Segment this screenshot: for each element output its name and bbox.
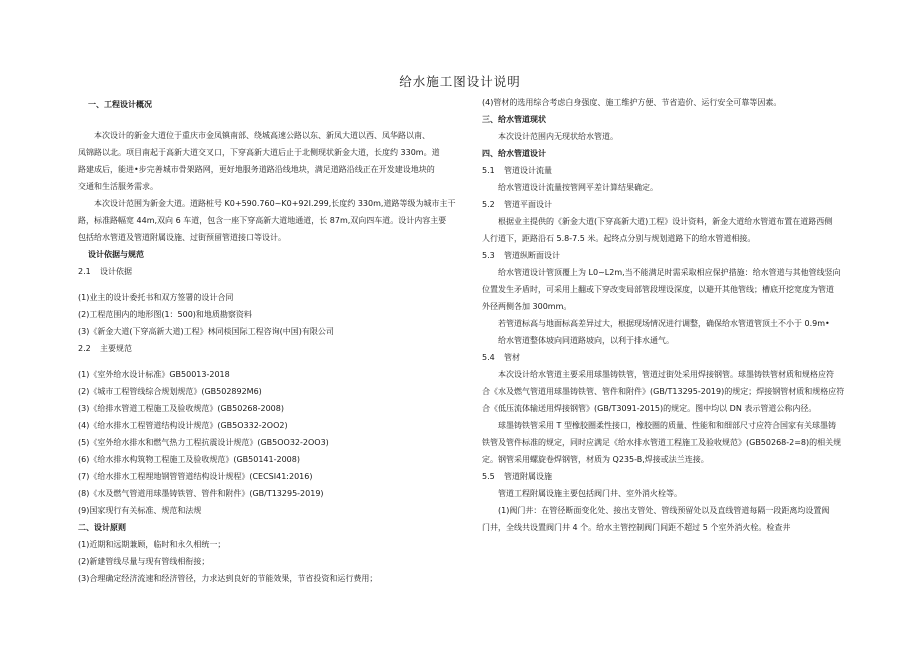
subsection-number: 2.2	[78, 344, 91, 353]
spec-item-9: (9)国家现行有关标准、规范和法规	[78, 506, 202, 515]
subsection-5-3-line-3: 外径两侧各加 300mm。	[482, 302, 572, 311]
left-column	[78, 96, 470, 587]
section-3-heading: 三、给水管道现状	[482, 115, 546, 124]
subsection-5-4-heading	[482, 349, 854, 366]
spec-item-3: (3)《给排水管道工程施工及验收规范》(GB50268-2008)	[78, 404, 284, 413]
subsection-5-1-heading	[482, 162, 854, 179]
subsection-title: 设计依据	[100, 267, 132, 276]
spec-item-7: (7)《给水排水工程埋地钢管管道结构设计规程》(CECSI41:2016)	[78, 472, 313, 481]
subsection-5-4-line-4: 球墨铸铁管采用 T 型橡胶圈柔性接口，橡胶圈的质量、性能和和细部尺寸应符合国家有关球墨铸	[498, 421, 836, 430]
subsection-number: 5.5	[482, 472, 495, 481]
spec-item-5: (5)《室外给水排水和燃气热力工程抗震设计规范》(GB5OO32-2OO3)	[78, 438, 329, 447]
section-1-paragraph-1-line-4: 交通和生活服务需求。	[78, 182, 158, 191]
subsection-5-4-line-6: 定。钢管采用螺旋卷焊钢管，材质为 Q235-B,焊接或法兰连接。	[482, 455, 709, 464]
subsection-5-2-heading	[482, 196, 854, 213]
subsection-5-4-line-1: 本次设计给水管道主要采用球墨铸铁管，管道过街处采用焊接钢管。球墨铸铁管材质和规格应符	[498, 370, 834, 379]
section-4-heading: 四、给水管道设计	[482, 149, 546, 158]
subsection-number: 5.2	[482, 200, 495, 209]
section-2-heading: 二、设计原则	[78, 523, 126, 532]
subsection-5-3-line-4: 若管道标高与地面标高差异过大，根据现场情况进行调整，确保给水管道管顶土不小于 0.9m•	[498, 319, 830, 328]
document-title: 给水施工图设计说明	[399, 74, 521, 89]
subsection-5-5-line-1: (1)阀门井：在管径断面变化处、接出支管处、管线预留处以及直线管道每隔一段距离均设置阀	[498, 506, 830, 515]
section-1-paragraph-2-line-2: 路，标准路幅宽 44m,双向 6 车道，包含一座下穿高新大道地通道，长 87m,双向四车道。设计内容主要	[78, 216, 447, 225]
subsection-title: 管道设计流量	[504, 166, 552, 175]
section-1-heading: 一、工程设计概况	[88, 100, 152, 109]
principle-item-1: (1)近期和远期兼顾，临时和永久相统一；	[78, 540, 226, 549]
subsection-5-4-line-2: 合《水及燃气管道用球墨铸铁管、管件和附件》(GB/T13295-2019)的规定；焊接钢管材质和规格应符	[482, 387, 845, 396]
spec-item-4: (4)《给水排水工程管道结构设计规范》(GB5O332-2OO2)	[78, 421, 288, 430]
subsection-5-5-heading	[482, 468, 854, 485]
right-column	[482, 94, 854, 536]
principle-item-4: (4)管材的选用综合考虑白身强度、施工维护方便、节省造价、运行安全可靠等因素。	[482, 98, 782, 107]
section-1-paragraph-1-line-3: 路建成后，能进•步完善城市骨架路网，更好地服务道路沿线地块，满足道路沿线正在开发建设地块的	[78, 165, 435, 174]
subsection-title: 主要规范	[100, 344, 132, 353]
principle-item-3: (3)合理确定经济流速和经济管径，力求达到良好的节能效果，节省投资和运行费用；	[78, 574, 378, 583]
section-1-paragraph-1-line-2: 凤锦路以北。项目南起于高新大道交叉口，下穿高新大道后止于北侧现状新金大道，长度约 330m。道	[78, 148, 440, 157]
principle-item-2: (2)新建管线尽量与现有管线相衔接；	[78, 557, 210, 566]
subsection-5-1-paragraph: 给水管道设计流量按管网平差计算结果确定。	[498, 183, 658, 192]
subsection-5-4-line-3: 合《低压流体输送用焊接钢管》(GB/T3091-2015)的规定。图中均以 DN 表示管道公称内径。	[482, 404, 817, 413]
basis-item-3: (3)《新金大道(下穿高新大道)工程》林同棪国际工程咨询(中国)有限公司	[78, 327, 334, 336]
basis-heading: 设计依据与规范	[88, 250, 144, 259]
spec-item-8: (8)《水及燃气管道用球墨铸铁管、管件和附件》(GB/T13295-2019)	[78, 489, 324, 498]
subsection-title: 管道附属设施	[504, 472, 552, 481]
subsection-5-5-line-2: 门井，全线共设置阀门井 4 个。给水主管控制阀门间距不超过 5 个室外消火栓。检查井	[482, 523, 791, 532]
subsection-5-3-line-5: 给水管道整体坡向同道路坡向，以利于排水通气。	[498, 336, 674, 345]
subsection-number: 2.1	[78, 267, 91, 276]
subsection-number: 5.3	[482, 251, 495, 260]
subsection-5-3-heading	[482, 247, 854, 264]
subsection-2-2-heading	[78, 340, 470, 357]
subsection-5-3-line-2: 位置发生矛盾时，可采用上翻或下穿改变局部管段埋设深度，以避开其他管线；槽底开挖宽度为管道	[482, 285, 834, 294]
subsection-5-5-paragraph-1: 管道工程附属设施主要包括阀门井、室外消火栓等。	[498, 489, 682, 498]
spec-item-6: (6)《给水排水构筑物工程施工及验收规范》(GB50141-2008)	[78, 455, 300, 464]
basis-item-1: (1)业主的设计委托书和双方签署的设计合同	[78, 293, 234, 302]
spec-item-1: (1)《室外给水设计标准》GB50013-2018	[78, 370, 230, 379]
subsection-2-1-heading	[78, 263, 470, 280]
section-1-paragraph-2-line-1: 本次设计范围为新金大道。道路桩号 K0+590.760~K0+92I.299,长度约 330m,道路等级为城市主干	[94, 199, 456, 208]
section-3-paragraph: 本次设计范围内无现状给水管道。	[498, 132, 618, 141]
subsection-5-2-line-1: 根据业主提供的《新金大道(下穿高新大道)工程》设计资料，新金大道给水管道布置在道路西侧	[498, 217, 833, 226]
subsection-5-4-line-5: 铁管及管件标准的规定，同时应满足《给水排水管道工程施工及验收规范》(GB50268-2=8)的相关规	[482, 438, 842, 447]
spec-item-2: (2)《城市工程管线综合规划规范》(GB502892M6)	[78, 387, 262, 396]
section-1-paragraph-2-line-3: 包括给水管道及管道附属设施、过街预留管道接口等设计。	[78, 233, 286, 242]
subsection-5-2-line-2: 人行道下，距路沿石 5.8-7.5 米。起终点分别与规划道路下的给水管道相接。	[482, 234, 756, 243]
subsection-title: 管道纵断面设计	[504, 251, 560, 260]
subsection-number: 5.4	[482, 353, 495, 362]
subsection-number: 5.1	[482, 166, 495, 175]
subsection-5-3-line-1: 给水管道设计管顶覆上为 L0~L2m,当不能满足时需采取相应保护措施：给水管道与其他管线竖向	[498, 268, 841, 277]
subsection-title: 管道平面设计	[504, 200, 552, 209]
subsection-title: 管材	[504, 353, 520, 362]
basis-item-2: (2)工程范围内的地形图(1：500)和地质勘察资料	[78, 310, 252, 319]
section-1-paragraph-1-line-1: 本次设计的新金大道位于重庆市金凤镇南部、绕城高速公路以东、新凤大道以西、凤华路以南、	[94, 131, 430, 140]
